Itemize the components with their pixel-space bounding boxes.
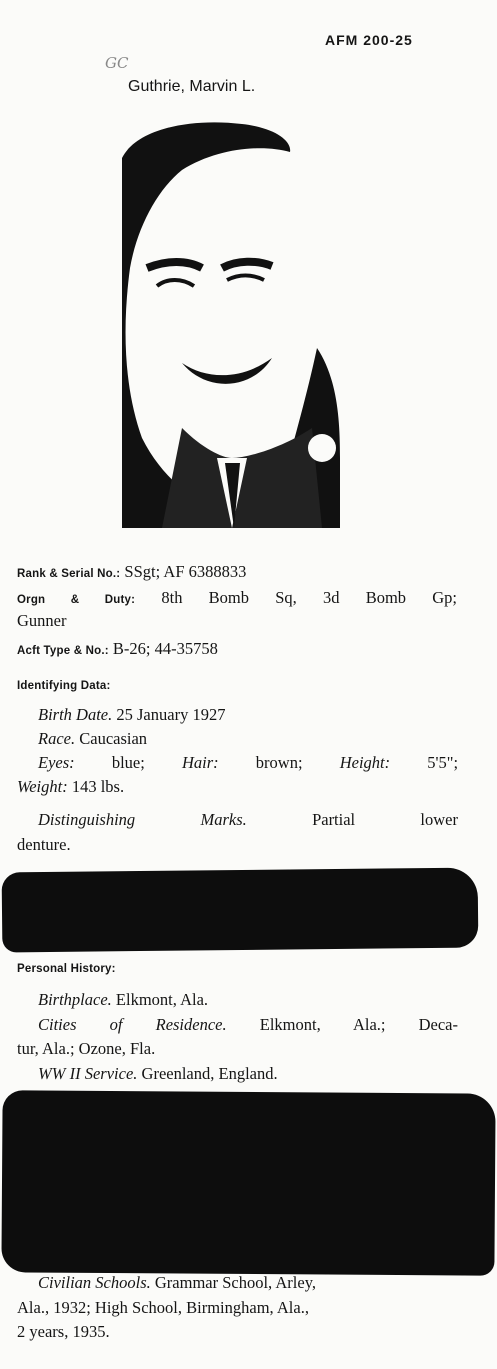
race-row (38, 727, 458, 750)
civilian-schools-value: Grammar School, Arley, (154, 1273, 317, 1292)
birthplace-value: Elkmont, Ala. (115, 990, 209, 1009)
marks-value-cont: denture. (17, 835, 71, 854)
birth-date-label: Birth Date. (38, 705, 113, 724)
eyes-value: blue; (111, 753, 145, 772)
civilian-schools-label: Civilian Schools. (38, 1273, 151, 1292)
birthplace-row (38, 988, 458, 1011)
acft-value: B-26; 44-35758 (112, 639, 218, 658)
personal-history-heading: Personal History: (17, 963, 116, 975)
birthplace-label: Birthplace. (38, 990, 112, 1009)
height-label: Height: (339, 753, 391, 772)
orgn-duty-value: 8th Bomb Sq, 3d Bomb Gp; (161, 588, 457, 607)
eyes-label: Eyes: (38, 753, 75, 772)
ww2-service-row (38, 1062, 458, 1085)
civilian-schools-value-cont-2: 2 years, 1935. (17, 1322, 110, 1341)
marks-row (38, 808, 458, 831)
rank-serial-label: Rank & Serial No.: (17, 568, 121, 580)
marks-label: Distinguishing Marks. (38, 810, 247, 829)
civilian-schools-value-cont-1: Ala., 1932; High School, Birmingham, Ala., (17, 1298, 309, 1317)
rank-serial-row (17, 560, 457, 586)
cities-value: Elkmont, Ala.; Deca- (259, 1015, 459, 1034)
form-number: AFM 200-25 (325, 32, 413, 48)
portrait-photo (122, 118, 340, 528)
civilian-schools-row (38, 1271, 458, 1294)
race-value: Caucasian (79, 729, 148, 748)
orgn-duty-label: Orgn & Duty: (17, 594, 136, 606)
marks-value: Partial lower (312, 810, 458, 829)
birth-date-row (38, 703, 458, 726)
cities-value-cont: tur, Ala.; Ozone, Fla. (17, 1039, 156, 1058)
ww2-service-label: WW II Service. (38, 1064, 138, 1083)
cities-row (38, 1013, 458, 1036)
handwritten-annotation: GC (105, 54, 129, 72)
birth-date-value: 25 January 1927 (116, 705, 226, 724)
redaction-bar (2, 868, 479, 953)
identifying-data-heading: Identifying Data: (17, 680, 111, 692)
weight-value: 143 lbs. (71, 777, 125, 796)
ww2-service-value: Greenland, England. (141, 1064, 278, 1083)
eyes-hair-height-row (38, 751, 458, 774)
rank-serial-value: SSgt; AF 6388833 (124, 562, 247, 581)
redaction-block (1, 1090, 495, 1275)
acft-row (17, 637, 457, 663)
subject-name: Guthrie, Marvin L. (128, 78, 256, 95)
race-label: Race. (38, 729, 76, 748)
weight-row (17, 775, 457, 798)
cities-label: Cities of Residence. (38, 1015, 227, 1034)
height-value: 5'5"; (427, 753, 459, 772)
hair-label: Hair: (181, 753, 219, 772)
hair-value: brown; (255, 753, 303, 772)
weight-label: Weight: (17, 777, 68, 796)
orgn-duty-value-cont: Gunner (17, 611, 67, 630)
acft-label: Acft Type & No.: (17, 645, 109, 657)
